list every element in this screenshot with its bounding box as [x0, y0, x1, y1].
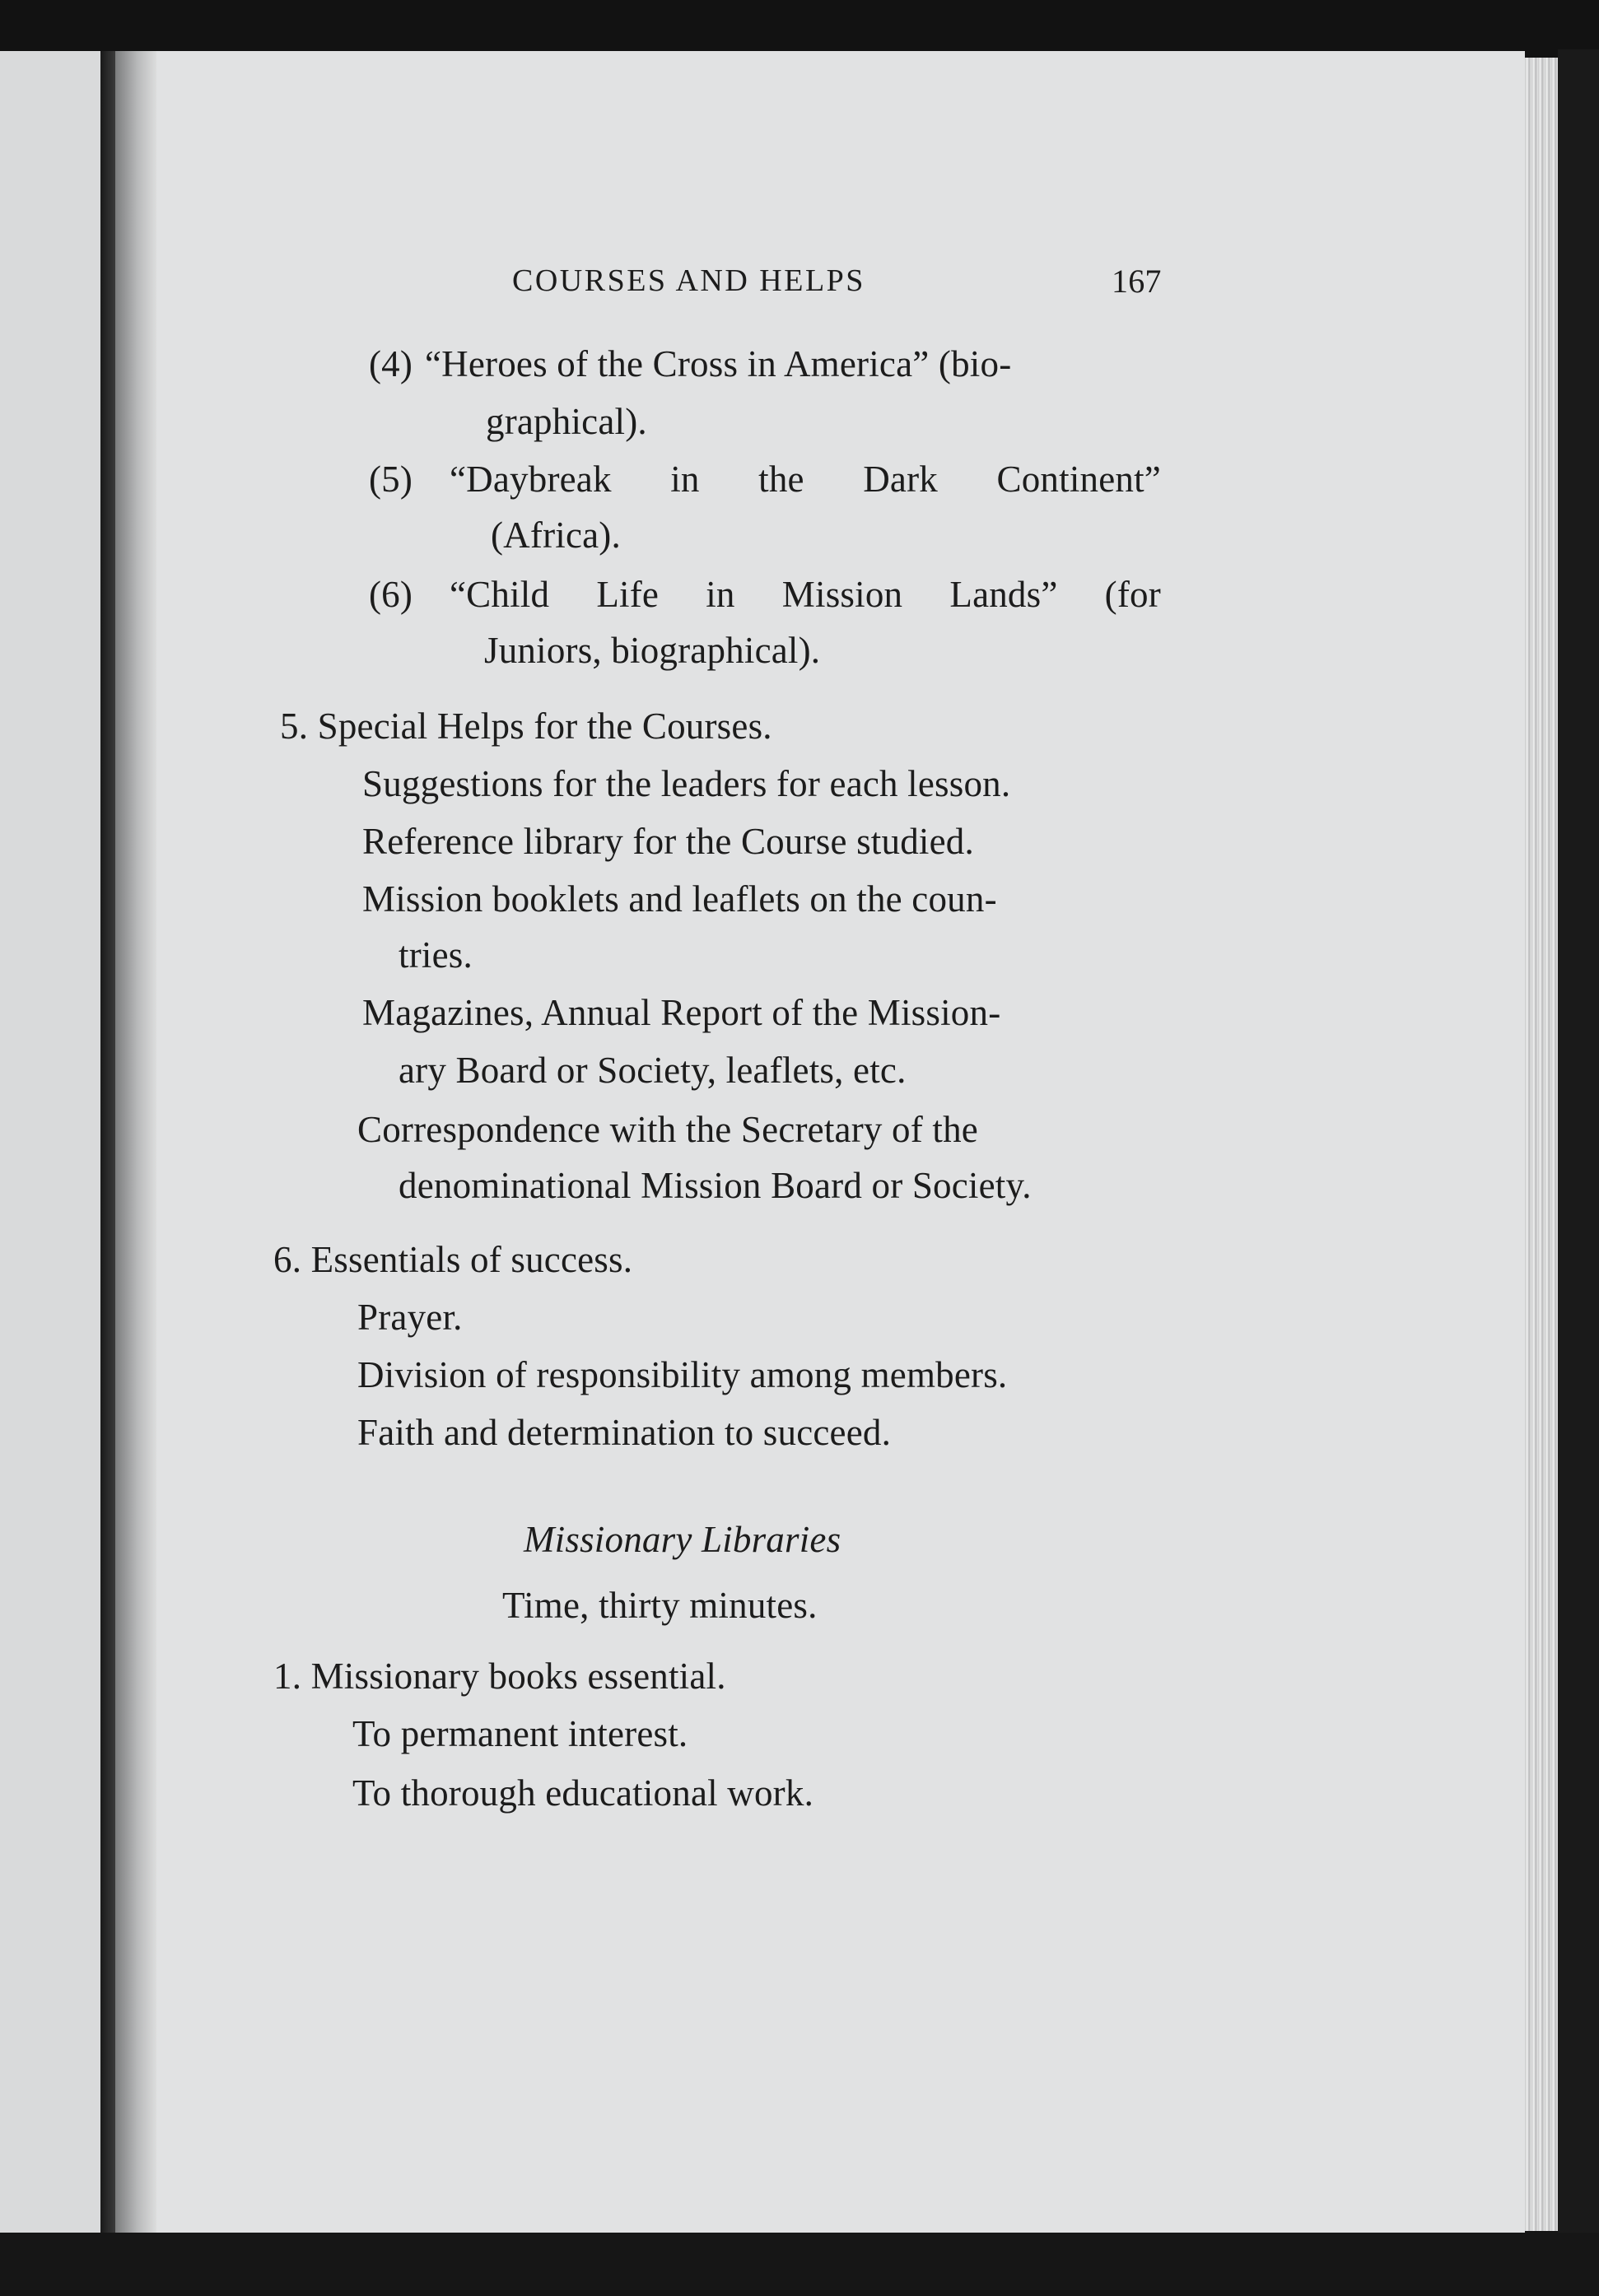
- section-5-item-3-line1: Mission booklets and leaflets on the coun-: [362, 878, 997, 920]
- sub-item-4-line1: “Heroes of the Cross in America” (bio-: [425, 343, 1012, 384]
- sub-item-5-marker: (5): [369, 459, 413, 500]
- sub-item-4-marker: (4): [369, 343, 413, 384]
- sub-item-6-marker: (6): [369, 574, 413, 615]
- libraries-point-1-heading: 1. Missionary books essential.: [273, 1656, 726, 1697]
- sub-item-6-line2: Juniors, biographical).: [484, 630, 821, 671]
- section-5-item-2: Reference library for the Course studied.: [362, 821, 974, 862]
- section-5-heading: 5. Special Helps for the Courses.: [280, 706, 772, 747]
- page-stack-edge: [1525, 58, 1558, 2231]
- section-6-item-3: Faith and determination to succeed.: [357, 1412, 892, 1453]
- gutter-shadow: [115, 51, 156, 2233]
- section-5-item-5-line2: denominational Mission Board or Society.: [399, 1165, 1032, 1206]
- libraries-title: Missionary Libraries: [524, 1519, 841, 1560]
- section-5-item-4-line2: ary Board or Society, leaflets, etc.: [399, 1050, 907, 1091]
- section-6-heading: 6. Essentials of success.: [273, 1239, 633, 1280]
- sub-item-4-line2: graphical).: [486, 401, 647, 442]
- running-head-title: COURSES AND HELPS: [512, 263, 865, 298]
- word: “Daybreak: [450, 459, 612, 500]
- section-6-item-2: Division of responsibility among members.: [357, 1354, 1008, 1395]
- facing-page-edge: [0, 51, 105, 2241]
- word: in: [706, 574, 735, 615]
- sub-item-6-line1: [450, 576, 1161, 613]
- sub-item-5-line1: [450, 461, 1161, 498]
- section-5-item-3-line2: tries.: [399, 934, 473, 976]
- word: in: [670, 459, 700, 500]
- word: “Child: [450, 574, 550, 615]
- section-6-item-1: Prayer.: [357, 1297, 463, 1338]
- sub-item-5-line2: (Africa).: [491, 515, 621, 556]
- word: Life: [596, 574, 660, 615]
- scan-border-bottom: [0, 2233, 1599, 2296]
- word: Mission: [781, 574, 903, 615]
- word: Continent”: [996, 459, 1161, 500]
- page-number: 167: [1112, 263, 1162, 300]
- word: the: [758, 459, 804, 500]
- libraries-time: Time, thirty minutes.: [502, 1585, 818, 1626]
- scan-border-top: [0, 0, 1599, 58]
- word: Dark: [863, 459, 938, 500]
- word: Lands”: [949, 574, 1058, 615]
- section-5-item-5-line1: Correspondence with the Secretary of the: [357, 1109, 978, 1150]
- scan-border-right: [1558, 49, 1599, 2247]
- section-5-item-1: Suggestions for the leaders for each lesson.: [362, 763, 1011, 804]
- section-5-item-4-line1: Magazines, Annual Report of the Mission-: [362, 992, 1001, 1033]
- book-gutter: [100, 51, 115, 2233]
- libraries-point-1-item-2: To thorough educational work.: [352, 1772, 814, 1814]
- word: (for: [1104, 574, 1161, 615]
- libraries-point-1-item-1: To permanent interest.: [352, 1713, 688, 1754]
